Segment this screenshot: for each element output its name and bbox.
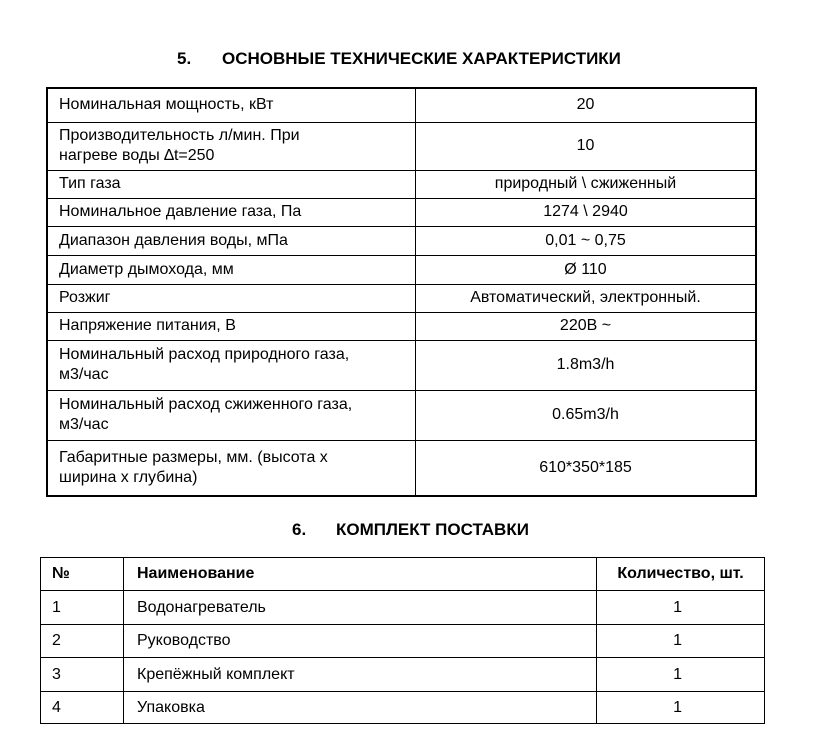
item-quantity: 1 (597, 692, 765, 724)
section-5-number: 5. (177, 49, 192, 68)
spec-value: 0.65m3/h (416, 390, 757, 440)
item-name: Руководство (124, 625, 597, 658)
item-quantity: 1 (597, 658, 765, 692)
spec-label (47, 122, 416, 170)
table-row (47, 255, 756, 284)
section-6-number: 6. (292, 520, 307, 539)
spec-value: 610*350*185 (416, 440, 757, 496)
table-row (47, 312, 756, 340)
table-row (47, 390, 756, 440)
table-row (47, 284, 756, 312)
table-row (47, 226, 756, 255)
spec-label: Тип газа (47, 170, 416, 198)
spec-value: 220В ~ (416, 312, 757, 340)
item-quantity: 1 (597, 625, 765, 658)
spec-label (47, 340, 416, 390)
specifications-table (46, 87, 757, 497)
table-row (47, 198, 756, 226)
spec-label: Номинальное давление газа, Па (47, 198, 416, 226)
item-name: Крепёжный комплект (124, 658, 597, 692)
table-row (47, 340, 756, 390)
table-row (47, 122, 756, 170)
spec-value: 10 (416, 122, 757, 170)
item-name: Упаковка (124, 692, 597, 724)
section-6-title: КОМПЛЕКТ ПОСТАВКИ (336, 520, 529, 539)
spec-label (47, 390, 416, 440)
column-header-quantity: Количество, шт. (597, 558, 765, 591)
spec-value: природный \ сжиженный (416, 170, 757, 198)
table-row (47, 440, 756, 496)
spec-value: Ø 110 (416, 255, 757, 284)
item-number: 3 (41, 658, 124, 692)
table-row (47, 88, 756, 122)
spec-label-text: Номинальный расход природного газа, м3/час (59, 346, 350, 383)
spec-label-text: Номинальный расход сжиженного газа, м3/час (59, 396, 353, 433)
spec-label-text: Производительность л/мин. При нагреве воды ∆t=250 (59, 127, 300, 164)
spec-value: 1274 \ 2940 (416, 198, 757, 226)
table-row (41, 625, 765, 658)
column-header-number: № (41, 558, 124, 591)
item-number: 2 (41, 625, 124, 658)
delivery-set-table (40, 557, 765, 724)
table-row (47, 170, 756, 198)
spec-label-text: Габаритные размеры, мм. (высота х ширина х глубина) (59, 448, 328, 486)
spec-label: Напряжение питания, В (47, 312, 416, 340)
spec-label: Розжиг (47, 284, 416, 312)
table-row (41, 692, 765, 724)
item-number: 1 (41, 591, 124, 625)
spec-label: Номинальная мощность, кВт (47, 88, 416, 122)
spec-value: 1.8m3/h (416, 340, 757, 390)
item-name: Водонагреватель (124, 591, 597, 625)
table-header-row (41, 558, 765, 591)
spec-label (47, 440, 416, 496)
table-row (41, 658, 765, 692)
spec-label: Диапазон давления воды, мПа (47, 226, 416, 255)
spec-value: 0,01 ~ 0,75 (416, 226, 757, 255)
item-quantity: 1 (597, 591, 765, 625)
spec-value: 20 (416, 88, 757, 122)
spec-value: Автоматический, электронный. (416, 284, 757, 312)
section-5-title: ОСНОВНЫЕ ТЕХНИЧЕСКИЕ ХАРАКТЕРИСТИКИ (222, 49, 621, 68)
column-header-name: Наименование (124, 558, 597, 591)
table-row (41, 591, 765, 625)
spec-label: Диаметр дымохода, мм (47, 255, 416, 284)
item-number: 4 (41, 692, 124, 724)
